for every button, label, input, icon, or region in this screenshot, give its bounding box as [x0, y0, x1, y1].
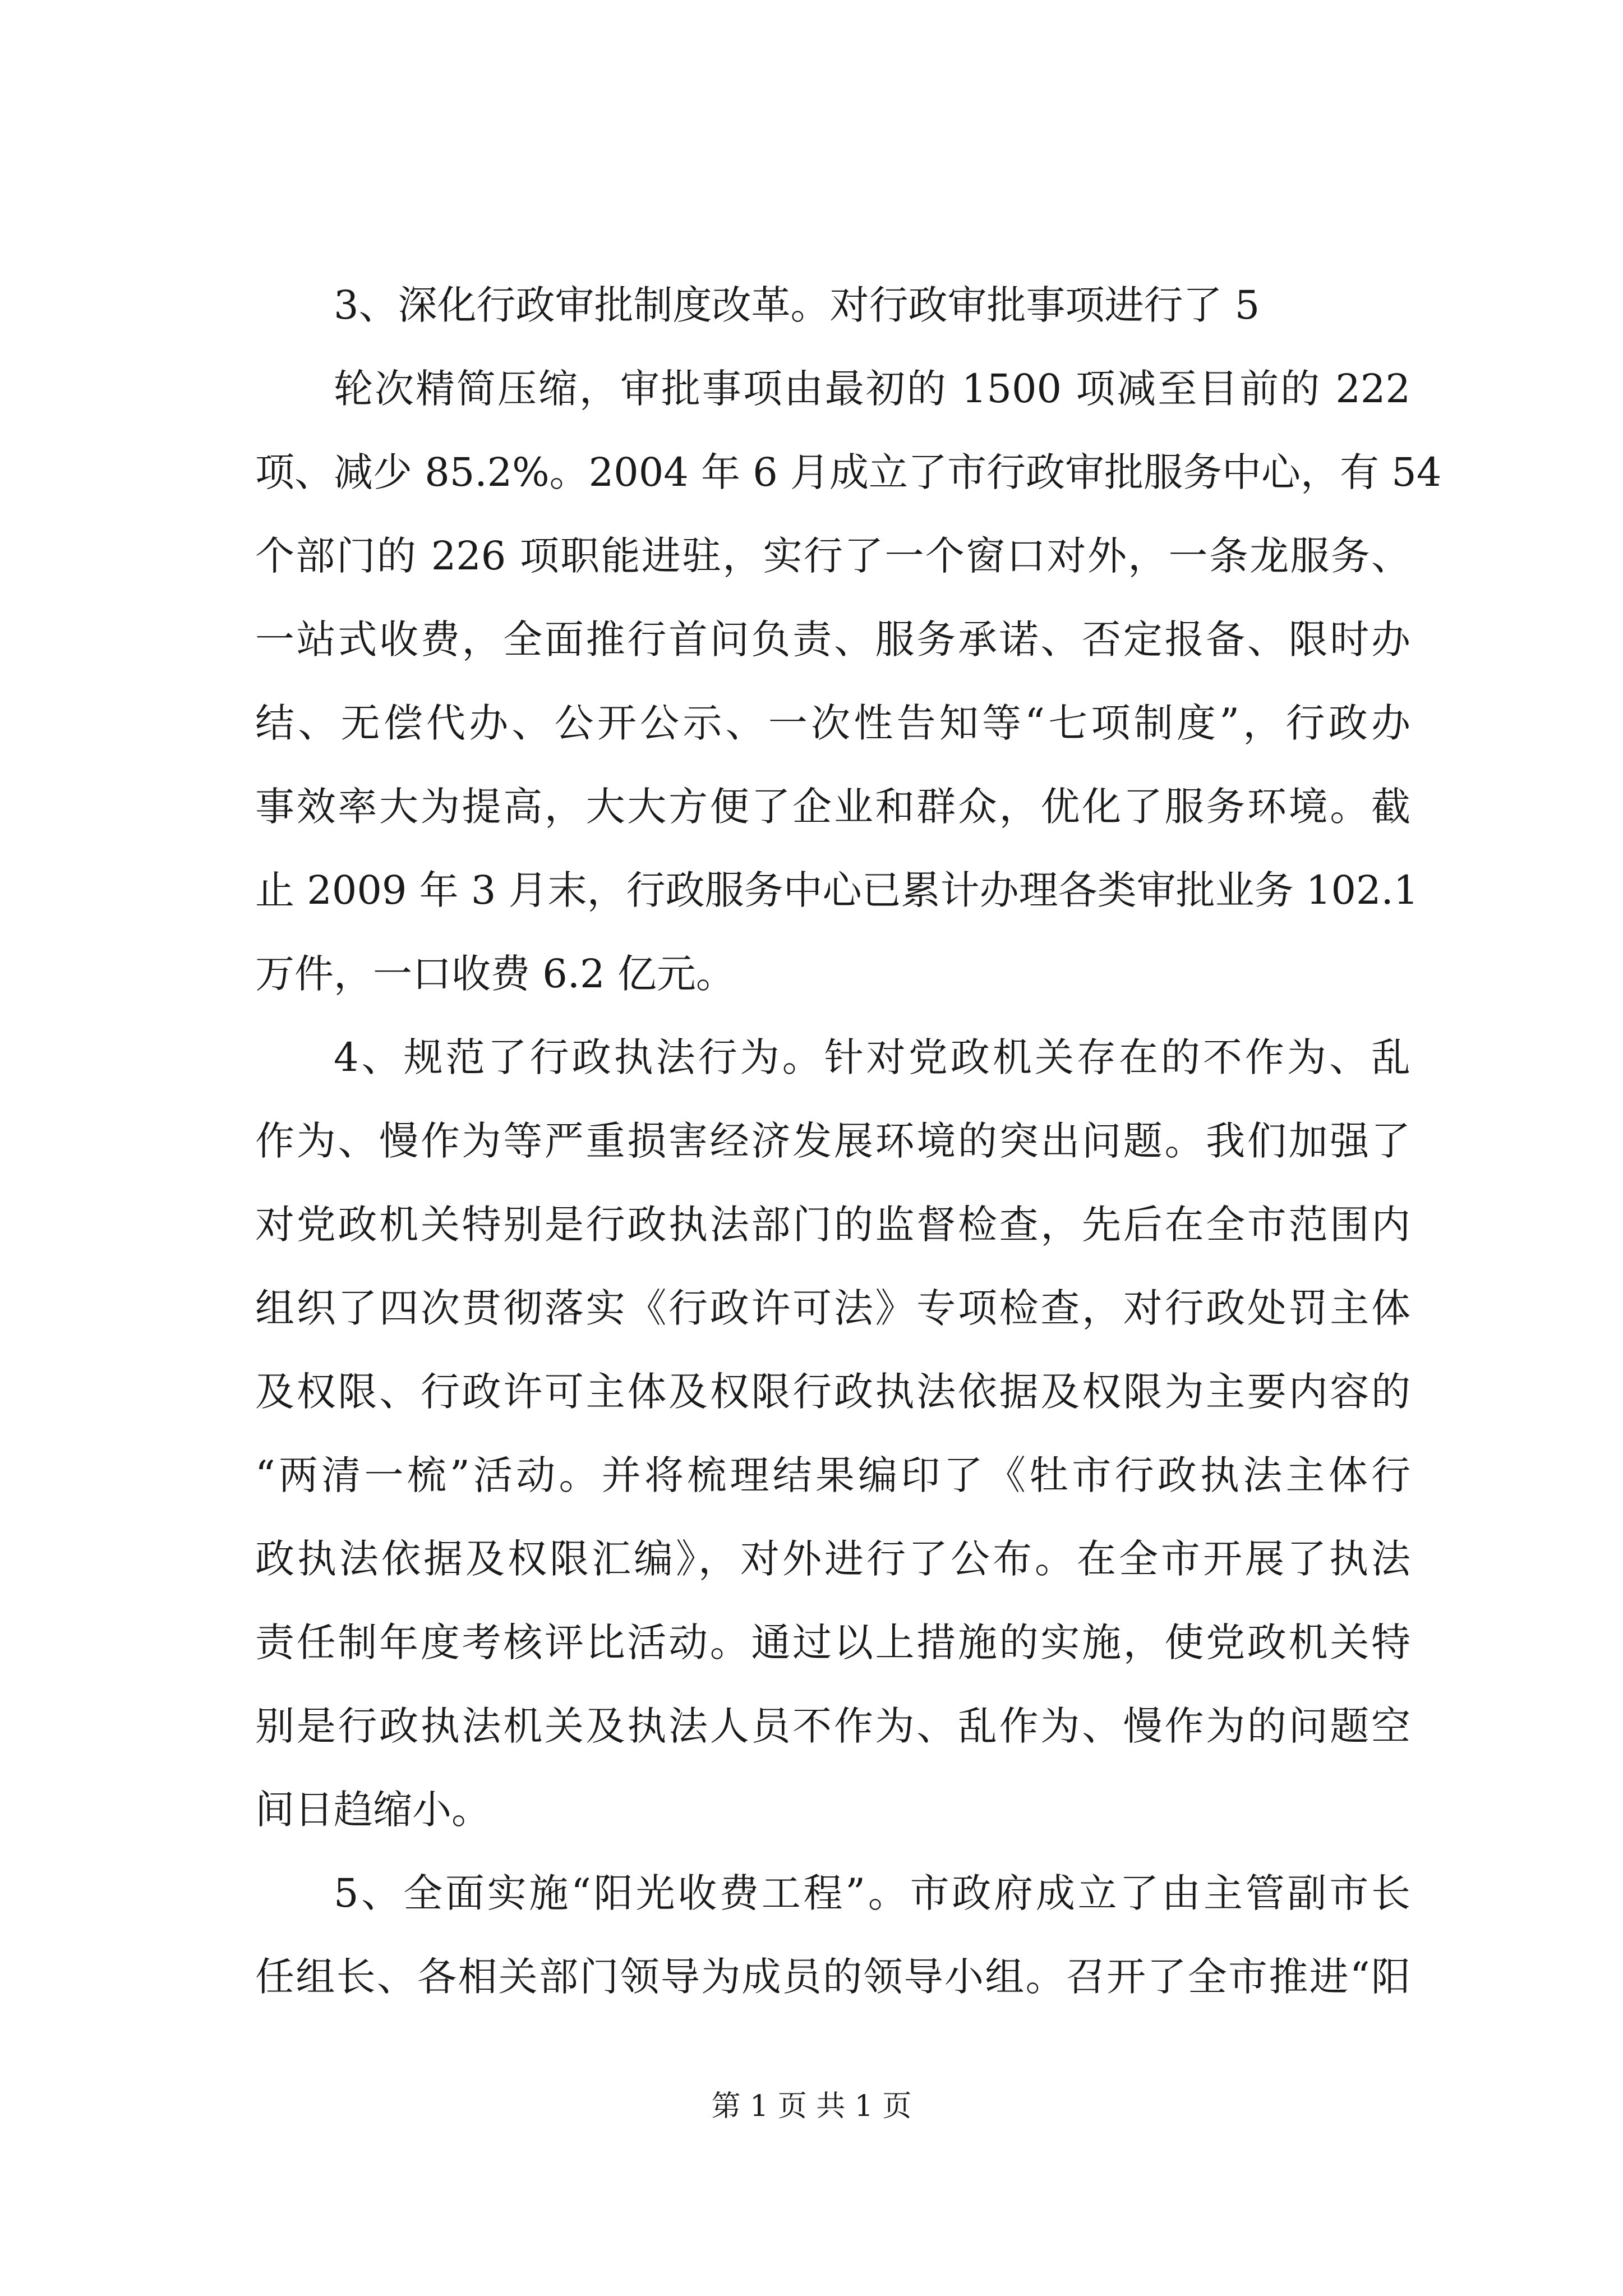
body-text: [255, 264, 1442, 2019]
text-line: 别是行政执法机关及执法人员不作为、乱作为、慢作为的问题空: [255, 1703, 1410, 1749]
text-line: 结、无偿代办、公开公示、一次性告知等“七项制度”，行政办: [255, 700, 1410, 746]
page-footer: 第 1 页 共 1 页: [711, 2090, 912, 2123]
text-line: 责任制年度考核评比活动。通过以上措施的实施，使党政机关特: [255, 1619, 1410, 1665]
text-line: 万件，一口收费 6.2 亿元。: [255, 951, 735, 997]
text-line: 项、减少 85.2%。2004 年 6 月成立了市行政审批服务中心，有 54: [255, 449, 1442, 495]
text-line: 组织了四次贯彻落实《行政许可法》专项检查，对行政处罚主体: [255, 1285, 1410, 1331]
text-line: 政执法依据及权限汇编》，对外进行了公布。在全市开展了执法: [255, 1536, 1410, 1582]
text-line: 一站式收费，全面推行首问负责、服务承诺、否定报备、限时办: [255, 616, 1410, 662]
text-line: 事效率大为提高，大大方便了企业和群众，优化了服务环境。截: [255, 784, 1410, 830]
text-line: 间日趋缩小。: [255, 1787, 491, 1833]
text-line: 个部门的 226 项职能进驻，实行了一个窗口对外，一条龙服务、: [255, 533, 1410, 579]
text-line: 止 2009 年 3 月末，行政服务中心已累计办理各类审批业务 102.1: [255, 867, 1419, 913]
text-line: 4、规范了行政执法行为。针对党政机关存在的不作为、乱: [334, 1034, 1410, 1080]
text-line: 轮次精简压缩，审批事项由最初的 1500 项减至目前的 222: [334, 366, 1410, 412]
text-line: “两清一梳”活动。并将梳理结果编印了《牡市行政执法主体行: [255, 1452, 1410, 1498]
text-line: 3、深化行政审批制度改革。对行政审批事项进行了 5: [334, 282, 1260, 328]
text-line: 任组长、各相关部门领导为成员的领导小组。召开了全市推进“阳: [255, 1954, 1410, 2000]
text-line: 及权限、行政许可主体及权限行政执法依据及权限为主要内容的: [255, 1369, 1410, 1415]
text-line: 作为、慢作为等严重损害经济发展环境的突出问题。我们加强了: [255, 1118, 1410, 1164]
text-line: 对党政机关特别是行政执法部门的监督检查，先后在全市范围内: [255, 1202, 1410, 1248]
text-line: 5、全面实施“阳光收费工程”。市政府成立了由主管副市长: [334, 1870, 1410, 1916]
